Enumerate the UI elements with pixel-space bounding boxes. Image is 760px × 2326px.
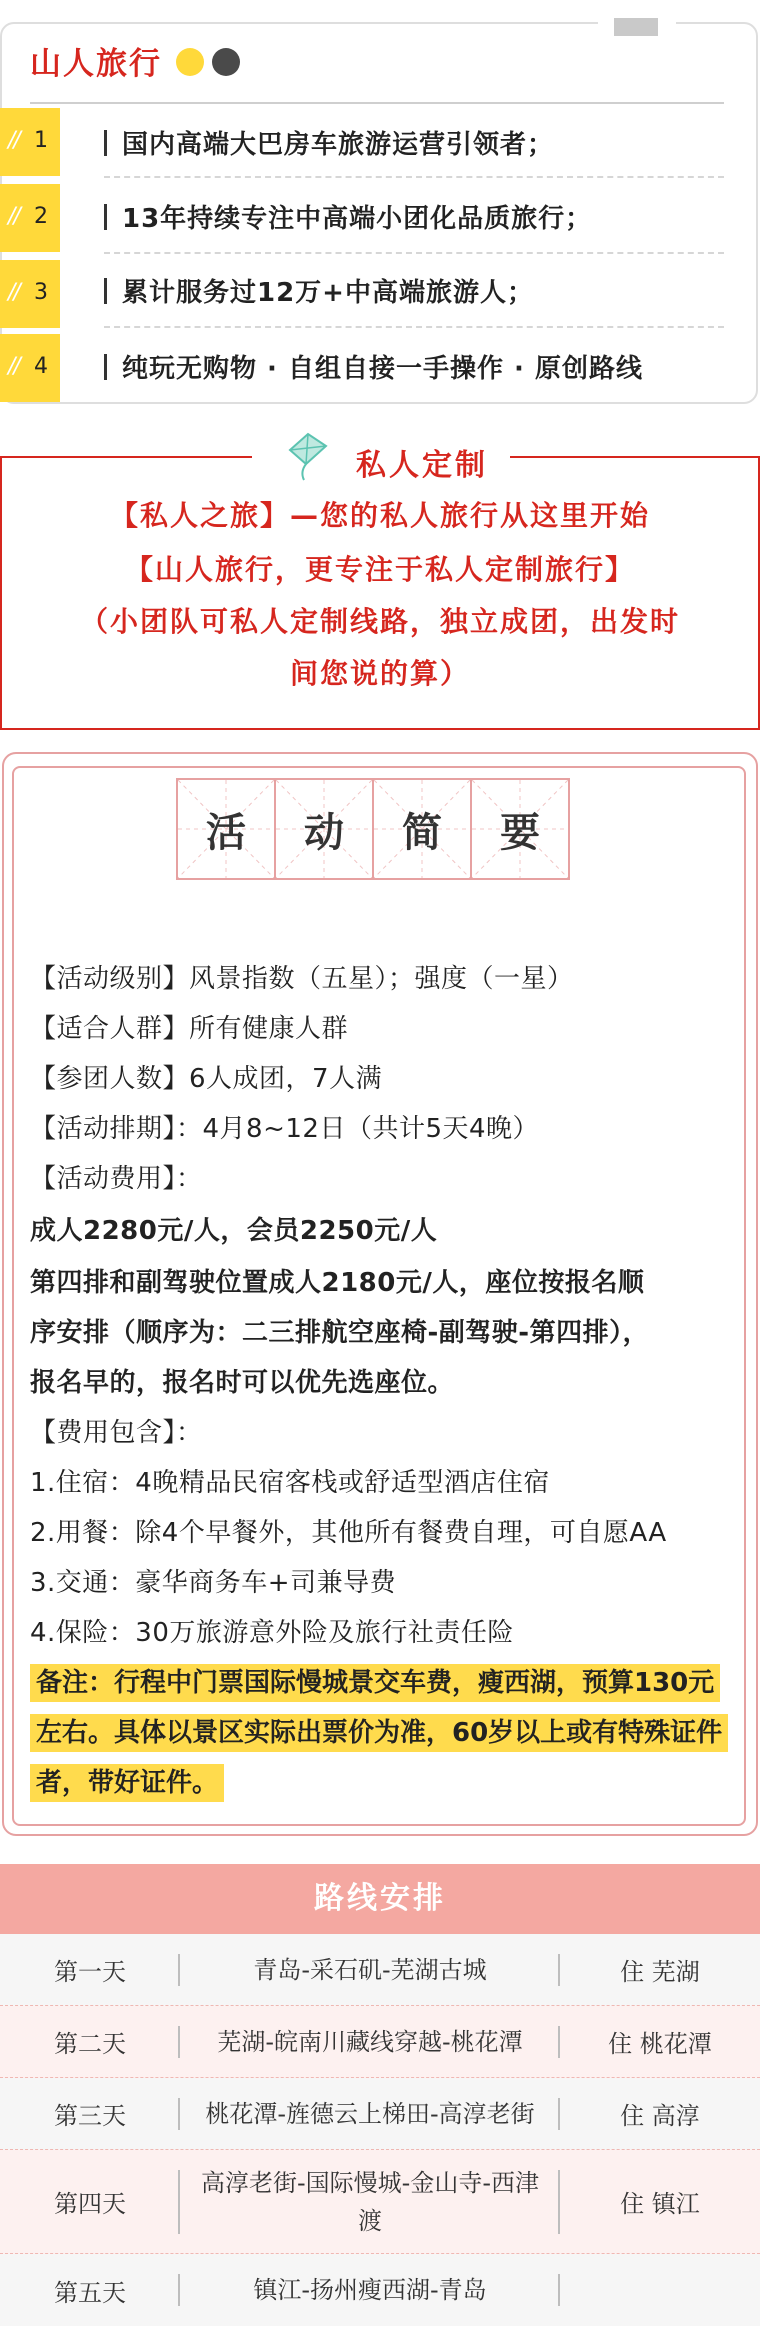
grid-cell [176,778,276,880]
feature-divider [104,252,724,254]
price-line-4: 报名早的，报名时可以优先选座位。 [30,1368,455,1398]
custom-line-2: 【山人旅行，更专注于私人定制旅行】 [124,553,635,586]
grid-cell [274,778,374,880]
summary-title-grid [178,778,570,880]
feature-text-2: 13年持续专注中高端小团化品质旅行； [122,204,593,234]
summary-title-char: 活 [206,809,246,856]
feature-text-1: 国内高端大巴房车旅游运营引领者； [122,130,555,160]
grid-cell [470,778,570,880]
route-row [0,2006,760,2078]
note-block [30,1658,730,1808]
feature-number: 4 [34,354,48,379]
slash-icon: // [8,280,19,305]
price-line-2: 第四排和副驾驶位置成人2180元/人，座位按报名顺 [30,1268,645,1298]
feature-text-3: 累计服务过12万+中高端旅游人； [122,278,534,308]
price-line-3: 序安排（顺序为：二三排航空座椅-副驾驶-第四排）， [30,1318,650,1348]
route-row [0,2254,760,2326]
route-day: 第四天 [54,2190,126,2218]
feature-number: 1 [34,128,48,153]
slash-icon: // [8,354,19,379]
summary-line-group-size: 【参团人数】6人成团，7人满 [30,1064,383,1094]
brand-title: 山人旅行 [30,46,162,82]
feature-badge-2 [0,184,60,252]
summary-title-char: 动 [304,809,344,856]
route-row [0,1934,760,2006]
feature-bar [104,278,107,304]
feature-number: 3 [34,280,48,305]
yellow-dot-icon [176,48,204,76]
price-line-1: 成人2280元/人，会员2250元/人 [30,1216,438,1246]
summary-line-schedule: 【活动排期】：4月8~12日（共计5天4晚） [30,1114,540,1144]
route-stay: 住 桃花潭 [608,2030,712,2058]
route-stay [560,2254,760,2326]
feature-badge-3 [0,260,60,328]
route-row [0,2078,760,2150]
note-highlight: 备注：行程中门票国际慢城景交车费，瘦西湖，预算130元左右。具体以景区实际出票价为准，60岁以上或有特殊证件者，带好证件。 [30,1664,728,1802]
feature-bar [104,354,107,380]
kite-icon [286,430,330,482]
summary-title-char: 简 [402,809,442,856]
route-path: 桃花潭-旌德云上梯田-高淳老街 [205,2099,535,2128]
brand-card-tab-marker [614,18,658,36]
feature-bar [104,130,107,156]
summary-title-char: 要 [500,809,540,856]
route-path: 青岛-采石矶-芜湖古城 [253,1955,487,1984]
custom-line-4: 间您说的算） [289,657,470,690]
custom-title: 私人定制 [356,448,488,483]
route-path: 镇江-扬州瘦西湖-青岛 [253,2276,487,2304]
summary-line-level: 【活动级别】风景指数（五星）；强度（一星） [30,964,574,994]
dark-dot-icon [212,48,240,76]
feature-bar [104,204,107,230]
route-path: 高淳老街-国际慢城-金山寺-西津渡 [201,2168,539,2235]
slash-icon: // [8,128,19,153]
include-title: 【费用包含】： [30,1418,203,1448]
grid-cell [372,778,472,880]
include-item-lodging: 1.住宿：4晚精品民宿客栈或舒适型酒店住宿 [30,1468,550,1498]
include-item-meals: 2.用餐：除4个早餐外，其他所有餐费自理，可自愿AA [30,1518,667,1548]
summary-line-audience: 【适合人群】所有健康人群 [30,1014,349,1044]
route-day: 第五天 [54,2278,126,2307]
route-day: 第一天 [54,1958,126,1986]
feature-divider [104,326,724,328]
route-stay: 住 高淳 [620,2102,700,2130]
brand-divider [30,102,724,104]
route-header: 路线安排 [0,1864,760,1934]
route-stay: 住 芜湖 [620,1958,700,1986]
custom-line-3: （小团队可私人定制线路，独立成团，出发时 [79,605,680,638]
slash-icon: // [8,204,19,229]
route-day: 第三天 [54,2102,126,2130]
feature-text-4: 纯玩无购物 · 自组自接一手操作 · 原创路线 [122,354,643,384]
feature-number: 2 [34,204,48,229]
feature-badge-4 [0,334,60,402]
summary-line-fee-title: 【活动费用】： [30,1164,203,1194]
feature-badge-1 [0,108,60,176]
include-item-transport: 3.交通：豪华商务车+司兼导费 [30,1568,397,1598]
route-day: 第二天 [54,2030,126,2058]
feature-divider [104,176,724,178]
custom-line-1: 【私人之旅】—您的私人旅行从这里开始 [109,499,650,532]
include-item-insurance: 4.保险：30万旅游意外险及旅行社责任险 [30,1618,514,1648]
route-path: 芜湖-皖南川藏线穿越-桃花潭 [217,2027,523,2056]
route-row [0,2150,760,2254]
route-stay: 住 镇江 [620,2190,700,2218]
